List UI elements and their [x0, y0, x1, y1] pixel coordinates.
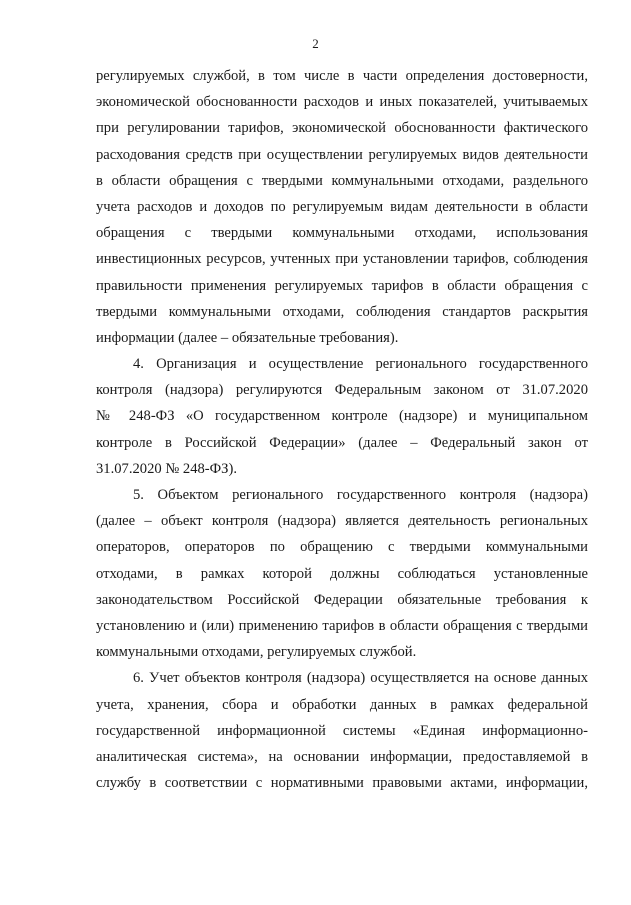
text-line: регулируемых службой, в том числе в части определения достоверности,	[96, 68, 588, 84]
text-line: экономической обоснованности расходов и иных показателей, учитываемых	[96, 94, 588, 111]
text-line: в области обращения с твердыми коммунальными отходами, раздельного	[96, 172, 588, 189]
text-line: учета расходов и доходов по регулируемым видам деятельности в области	[96, 198, 588, 215]
text-line: коммунальными отходами, регулируемых службой.	[96, 644, 417, 661]
page-number: 2	[312, 36, 319, 51]
text-line: 5. Объектом регионального государственного контроля (надзора)	[133, 487, 588, 503]
text-line: твердыми коммунальными отходами, соблюдения стандартов раскрытия	[96, 303, 588, 320]
text-line: аналитическая система», на основании информации, предоставляемой в	[96, 748, 588, 765]
text-line: № 248-ФЗ «О государственном контроле (надзоре) и муниципальном	[96, 408, 588, 425]
text-line: установлению и (или) применению тарифов в области обращения с твердыми	[96, 617, 588, 634]
text-line: расходования средств при осуществлении регулируемых видов деятельности	[96, 146, 588, 163]
text-line: государственной информационной системы «Единая информационно-	[96, 722, 588, 739]
text-line: 4. Организация и осуществление регионального государственного	[133, 356, 588, 373]
text-line: правильности применения регулируемых тарифов в области обращения с	[96, 277, 588, 294]
text-line: (далее – объект контроля (надзора) является деятельность региональных	[96, 513, 588, 530]
text-line: отходами, в рамках которой должны соблюдаться установленные	[96, 565, 588, 582]
text-line: обращения с твердыми коммунальными отходами, использования	[96, 225, 588, 242]
document-body	[96, 63, 588, 796]
text-line: инвестиционных ресурсов, учтенных при установлении тарифов, соблюдения	[96, 251, 588, 268]
text-line: учета, хранения, сбора и обработки данных в рамках федеральной	[96, 696, 588, 713]
text-line: службу в соответствии с нормативными правовыми актами, информации,	[96, 775, 588, 792]
text-line: контроле в Российской Федерации» (далее – Федеральный закон от	[96, 434, 588, 451]
text-line: информации (далее – обязательные требования).	[96, 329, 399, 346]
text-line: 6. Учет объектов контроля (надзора) осуществляется на основе данных	[133, 670, 588, 687]
text-line: операторов, операторов по обращению с твердыми коммунальными	[96, 539, 588, 556]
text-line: при регулировании тарифов, экономической обоснованности фактического	[96, 120, 588, 137]
text-line: контроля (надзора) регулируются Федеральным законом от 31.07.2020	[96, 382, 588, 399]
text-line: законодательством Российской Федерации обязательные требования к	[96, 591, 588, 608]
text-line: 31.07.2020 № 248-ФЗ).	[96, 460, 237, 477]
